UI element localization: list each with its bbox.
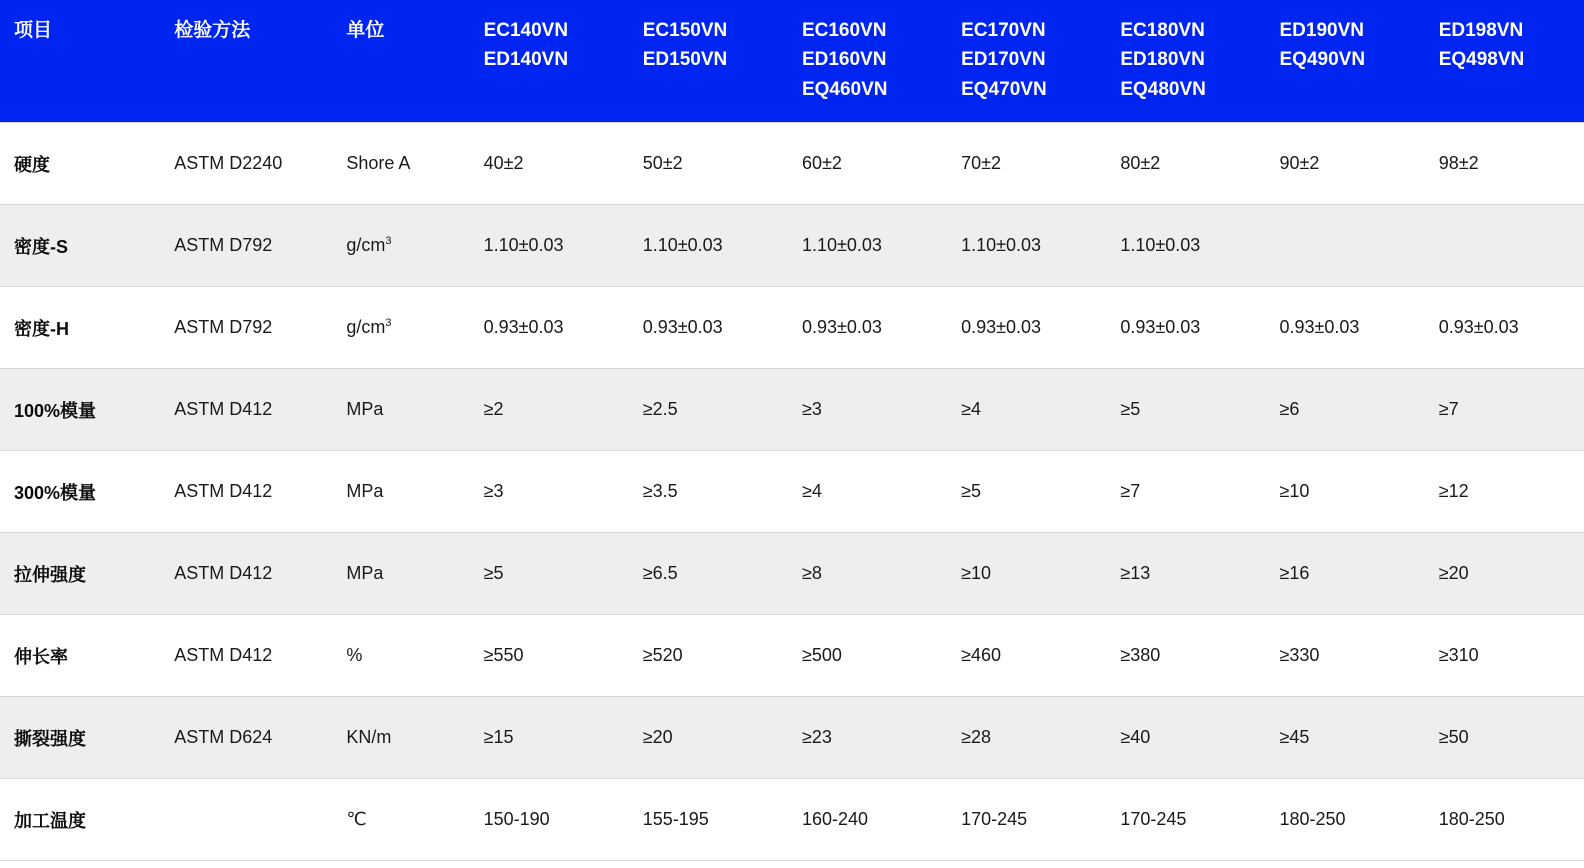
column-header-line: EQ498VN <box>1438 49 1525 71</box>
unit-text: g/cm <box>346 235 386 256</box>
cell-value: ≥28 <box>947 697 1106 779</box>
column-header-line: ED170VN <box>961 49 1046 71</box>
column-header-line: EC140VN <box>483 20 569 41</box>
cell-value: ≥3 <box>470 451 629 533</box>
cell-value: ≥12 <box>1425 451 1584 533</box>
column-header-8 <box>1266 0 1425 123</box>
cell-value: ≥7 <box>1425 369 1584 451</box>
cell-value: 1.10±0.03 <box>629 205 788 287</box>
column-header-line: 项目 <box>14 20 53 41</box>
cell-item: 伸长率 <box>0 615 160 697</box>
cell-item: 硬度 <box>0 123 160 205</box>
column-header-line: EC180VN <box>1120 20 1205 41</box>
table-row <box>0 451 1584 533</box>
cell-test-method: ASTM D412 <box>160 451 332 533</box>
cell-value: 160-240 <box>788 779 947 861</box>
cell-value: ≥15 <box>470 697 629 779</box>
column-header-6 <box>947 0 1106 123</box>
cell-value: ≥2.5 <box>629 369 788 451</box>
cell-value: ≥7 <box>1106 451 1265 533</box>
column-header-1 <box>160 0 332 123</box>
column-header-line: ED160VN <box>801 49 887 71</box>
cell-value: 1.10±0.03 <box>470 205 629 287</box>
cell-item: 拉伸强度 <box>0 533 160 615</box>
table-row <box>0 615 1584 697</box>
cell-value: ≥5 <box>1106 369 1265 451</box>
cell-value: 0.93±0.03 <box>1425 287 1584 369</box>
cell-item: 密度-H <box>0 287 160 369</box>
cell-value: ≥16 <box>1266 533 1425 615</box>
cell-value: ≥2 <box>470 369 629 451</box>
cell-value: 1.10±0.03 <box>1106 205 1265 287</box>
cell-value: ≥23 <box>788 697 947 779</box>
cell-value: 1.10±0.03 <box>947 205 1106 287</box>
cell-value: 60±2 <box>788 123 947 205</box>
cell-value: 1.10±0.03 <box>788 205 947 287</box>
table-row <box>0 287 1584 369</box>
cell-value: ≥330 <box>1266 615 1425 697</box>
column-header-line: EQ470VN <box>961 78 1047 100</box>
cell-item: 300%模量 <box>0 451 160 533</box>
cell-value: ≥6.5 <box>629 533 788 615</box>
column-header-line: EQ460VN <box>801 78 888 100</box>
cell-value: ≥4 <box>788 451 947 533</box>
cell-value: 0.93±0.03 <box>470 287 629 369</box>
cell-value: 0.93±0.03 <box>788 287 947 369</box>
column-header-3 <box>470 0 629 123</box>
cell-value: ≥310 <box>1425 615 1584 697</box>
cell-value <box>1425 205 1584 287</box>
cell-item: 密度-S <box>0 205 160 287</box>
column-header-5 <box>788 0 947 123</box>
cell-value: 0.93±0.03 <box>1106 287 1265 369</box>
cell-value: ≥550 <box>470 615 629 697</box>
cell-unit <box>332 779 469 861</box>
cell-value: 170-245 <box>947 779 1106 861</box>
cell-value: ≥5 <box>947 451 1106 533</box>
cell-value: 180-250 <box>1425 779 1584 861</box>
cell-unit <box>332 533 469 615</box>
header-row <box>0 0 1584 123</box>
cell-value: ≥50 <box>1425 697 1584 779</box>
cell-item: 加工温度 <box>0 779 160 861</box>
cell-value: ≥6 <box>1266 369 1425 451</box>
column-header-line: ED150VN <box>642 49 728 71</box>
table-row <box>0 779 1584 861</box>
table-row <box>0 123 1584 205</box>
column-header-line: EQ490VN <box>1279 49 1366 71</box>
cell-test-method: ASTM D412 <box>160 615 332 697</box>
cell-value: 90±2 <box>1266 123 1425 205</box>
cell-value: 0.93±0.03 <box>629 287 788 369</box>
cell-test-method: ASTM D624 <box>160 697 332 779</box>
column-header-line: EC160VN <box>801 20 887 41</box>
unit-text: Shore A <box>346 153 411 174</box>
table-row <box>0 697 1584 779</box>
unit-text: MPa <box>346 481 384 502</box>
cell-value: ≥10 <box>947 533 1106 615</box>
column-header-line: ED198VN <box>1438 20 1524 41</box>
column-header-line: ED140VN <box>483 49 569 71</box>
cell-value: 0.93±0.03 <box>1266 287 1425 369</box>
unit-text: KN/m <box>346 727 392 748</box>
cell-value <box>1266 205 1425 287</box>
cell-test-method: ASTM D792 <box>160 287 332 369</box>
cell-value: ≥20 <box>1425 533 1584 615</box>
cell-value: 70±2 <box>947 123 1106 205</box>
cell-value: ≥20 <box>629 697 788 779</box>
unit-text: MPa <box>346 563 384 584</box>
cell-unit <box>332 205 469 287</box>
cell-test-method: ASTM D792 <box>160 205 332 287</box>
cell-value: ≥4 <box>947 369 1106 451</box>
cell-value: ≥3 <box>788 369 947 451</box>
column-header-line: 检验方法 <box>174 20 251 41</box>
cell-unit <box>332 697 469 779</box>
cell-value: ≥40 <box>1106 697 1265 779</box>
column-header-4 <box>629 0 788 123</box>
unit-superscript: 3 <box>385 317 392 330</box>
cell-value: 40±2 <box>470 123 629 205</box>
column-header-line: EC150VN <box>642 20 728 41</box>
cell-value: ≥45 <box>1266 697 1425 779</box>
cell-value: 0.93±0.03 <box>947 287 1106 369</box>
cell-test-method: ASTM D412 <box>160 369 332 451</box>
cell-value: ≥500 <box>788 615 947 697</box>
column-header-9 <box>1425 0 1584 123</box>
table-row <box>0 533 1584 615</box>
unit-text: % <box>346 645 363 666</box>
column-header-2 <box>332 0 469 123</box>
cell-value: 170-245 <box>1106 779 1265 861</box>
cell-value: ≥3.5 <box>629 451 788 533</box>
column-header-line: ED190VN <box>1279 20 1364 41</box>
table-row <box>0 205 1584 287</box>
cell-value: ≥8 <box>788 533 947 615</box>
cell-value: 155-195 <box>629 779 788 861</box>
unit-text: ℃ <box>346 809 367 830</box>
cell-value: 80±2 <box>1106 123 1265 205</box>
unit-text: MPa <box>346 399 384 420</box>
cell-value: ≥13 <box>1106 533 1265 615</box>
cell-test-method: ASTM D412 <box>160 533 332 615</box>
cell-test-method <box>160 779 332 861</box>
cell-value: ≥5 <box>470 533 629 615</box>
cell-item: 撕裂强度 <box>0 697 160 779</box>
cell-value: ≥520 <box>629 615 788 697</box>
table-header <box>0 0 1584 123</box>
cell-item: 100%模量 <box>0 369 160 451</box>
unit-superscript: 3 <box>385 235 392 248</box>
cell-value: 98±2 <box>1425 123 1584 205</box>
unit-text: g/cm <box>346 317 386 338</box>
cell-unit <box>332 287 469 369</box>
cell-unit <box>332 451 469 533</box>
column-header-line: EC170VN <box>961 20 1046 41</box>
table-body <box>0 123 1584 861</box>
column-header-line: EQ480VN <box>1120 78 1206 100</box>
column-header-line: ED180VN <box>1120 49 1205 71</box>
column-header-7 <box>1106 0 1265 123</box>
cell-value: ≥10 <box>1266 451 1425 533</box>
column-header-0 <box>0 0 160 123</box>
cell-unit <box>332 123 469 205</box>
cell-unit <box>332 369 469 451</box>
table-row <box>0 369 1584 451</box>
cell-value: ≥380 <box>1106 615 1265 697</box>
column-header-line: 单位 <box>346 20 385 41</box>
cell-test-method: ASTM D2240 <box>160 123 332 205</box>
cell-value: 50±2 <box>629 123 788 205</box>
cell-value: 180-250 <box>1266 779 1425 861</box>
cell-unit <box>332 615 469 697</box>
cell-value: ≥460 <box>947 615 1106 697</box>
cell-value: 150-190 <box>470 779 629 861</box>
